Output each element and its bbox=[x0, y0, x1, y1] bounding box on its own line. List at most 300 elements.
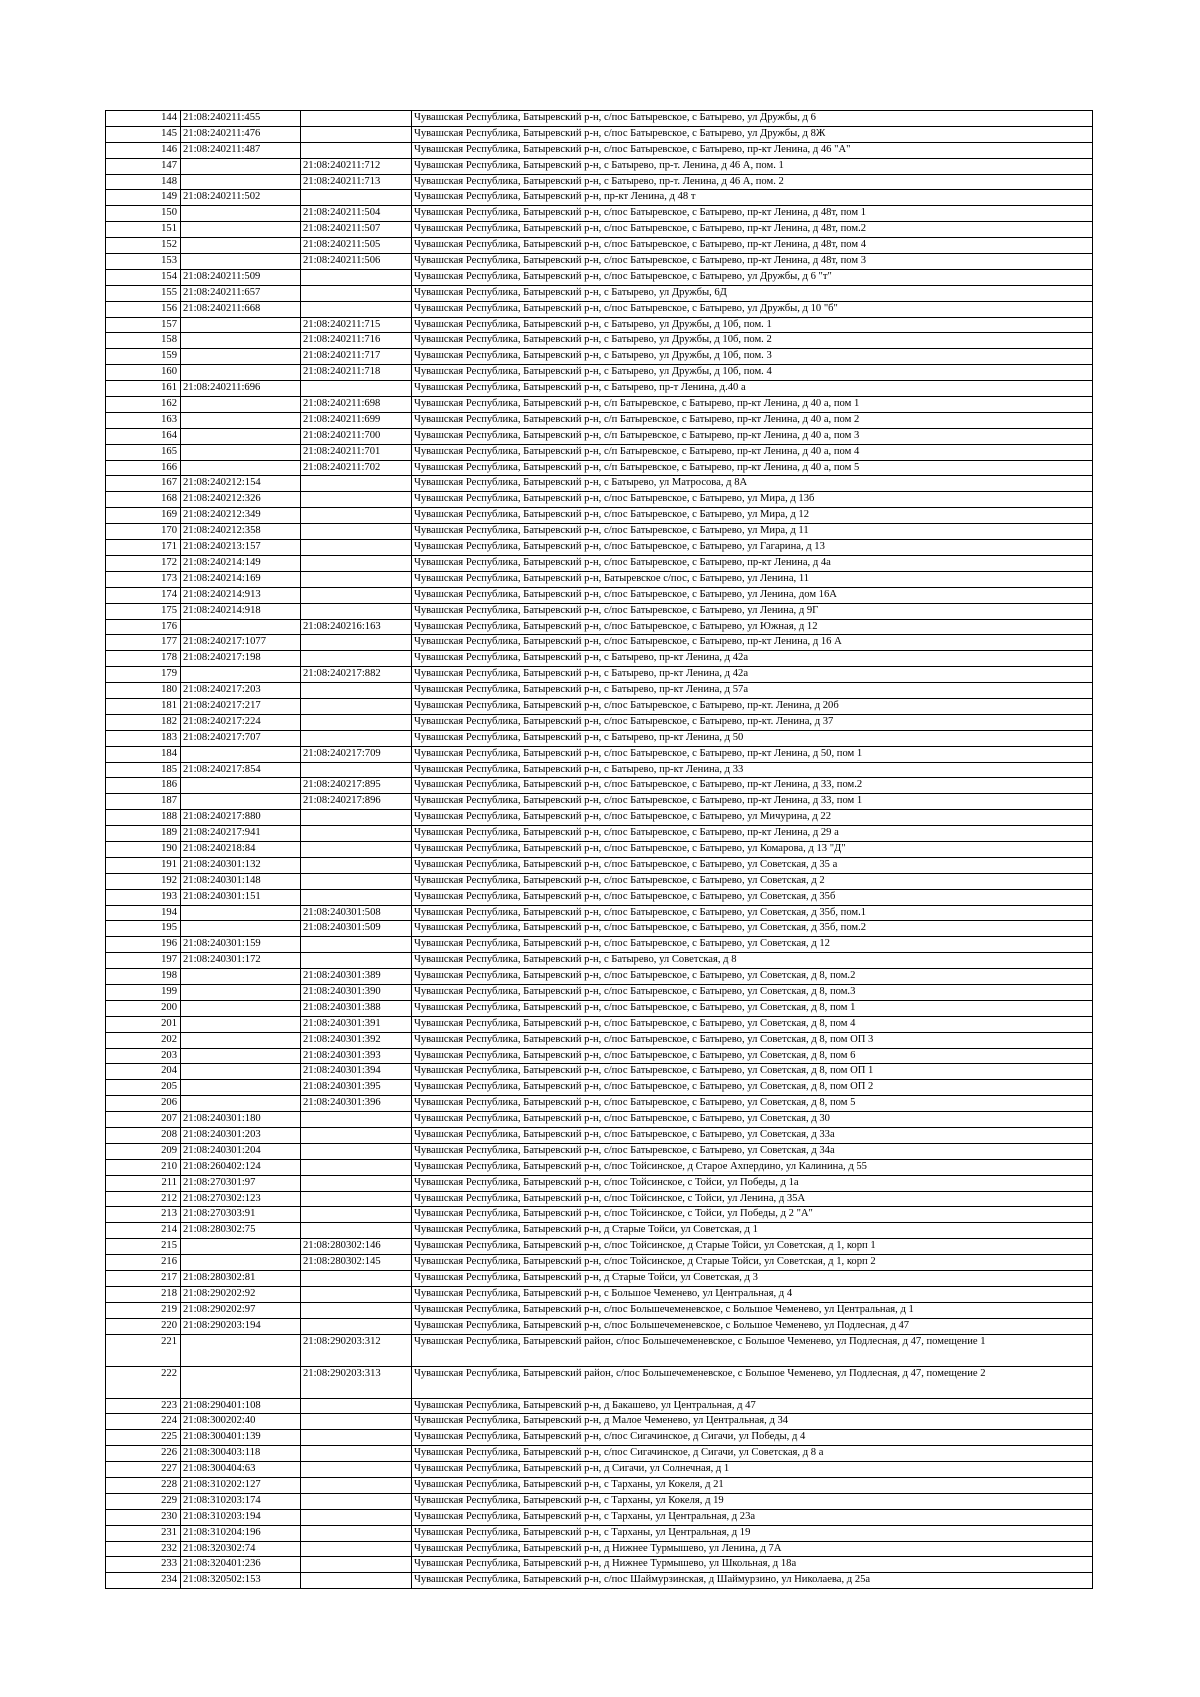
table-row bbox=[106, 1557, 1093, 1573]
cadastral-number-cell: 21:08:240211:487 bbox=[181, 142, 301, 158]
row-number: 189 bbox=[106, 826, 181, 842]
address-cell: Чувашская Республика, Батыревский р-н, д Нижнее Турмышево, ул Ленина, д 7А bbox=[412, 1541, 1093, 1557]
row-number: 183 bbox=[106, 730, 181, 746]
cadastral-number-cell: 21:08:310203:174 bbox=[181, 1493, 301, 1509]
cadastral-number-cell bbox=[181, 412, 301, 428]
premises-cadastral-number-cell bbox=[301, 698, 412, 714]
premises-cadastral-number-cell bbox=[301, 381, 412, 397]
address-cell: Чувашская Республика, Батыревский р-н, с/пос Большечеменевское, с Большое Чеменево, ул Подлесная, д 47 bbox=[412, 1318, 1093, 1334]
cadastral-number-cell: 21:08:240217:198 bbox=[181, 651, 301, 667]
table-row bbox=[106, 190, 1093, 206]
row-number: 159 bbox=[106, 349, 181, 365]
premises-cadastral-number-cell bbox=[301, 1302, 412, 1318]
premises-cadastral-number-cell bbox=[301, 1493, 412, 1509]
cadastral-number-cell: 21:08:240212:154 bbox=[181, 476, 301, 492]
cadastral-number-cell: 21:08:270302:123 bbox=[181, 1191, 301, 1207]
premises-cadastral-number-cell: 21:08:240211:716 bbox=[301, 333, 412, 349]
premises-cadastral-number-cell bbox=[301, 1271, 412, 1287]
table-row bbox=[106, 269, 1093, 285]
cadastral-number-cell bbox=[181, 1255, 301, 1271]
row-number: 191 bbox=[106, 857, 181, 873]
cadastral-number-cell bbox=[181, 444, 301, 460]
address-cell: Чувашская Республика, Батыревский р-н, пр-кт Ленина, д 48 т bbox=[412, 190, 1093, 206]
table-row bbox=[106, 1239, 1093, 1255]
address-cell: Чувашская Республика, Батыревский р-н, с/пос Батыревское, с Батырево, пр-кт Ленина, д 46 "А" bbox=[412, 142, 1093, 158]
row-number: 197 bbox=[106, 953, 181, 969]
address-cell: Чувашская Республика, Батыревский р-н, с/пос Батыревское, с Батырево, ул Советская, д 33а bbox=[412, 1128, 1093, 1144]
premises-cadastral-number-cell: 21:08:240301:389 bbox=[301, 969, 412, 985]
premises-cadastral-number-cell: 21:08:240217:882 bbox=[301, 667, 412, 683]
cadastral-number-cell: 21:08:240214:918 bbox=[181, 603, 301, 619]
address-cell: Чувашская Республика, Батыревский р-н, с Батырево, пр-т. Ленина, д 46 А, пом. 1 bbox=[412, 158, 1093, 174]
row-number: 157 bbox=[106, 317, 181, 333]
address-cell: Чувашская Республика, Батыревский р-н, с/пос Батыревское, с Батырево, ул Южная, д 12 bbox=[412, 619, 1093, 635]
cadastral-number-cell: 21:08:240214:169 bbox=[181, 571, 301, 587]
cadastral-number-cell: 21:08:240301:203 bbox=[181, 1128, 301, 1144]
row-number: 221 bbox=[106, 1334, 181, 1366]
premises-cadastral-number-cell bbox=[301, 889, 412, 905]
row-number: 184 bbox=[106, 746, 181, 762]
cadastral-number-cell bbox=[181, 1032, 301, 1048]
row-number: 170 bbox=[106, 524, 181, 540]
cadastral-number-cell bbox=[181, 333, 301, 349]
cadastral-number-cell: 21:08:240301:159 bbox=[181, 937, 301, 953]
row-number: 200 bbox=[106, 1000, 181, 1016]
table-row bbox=[106, 1398, 1093, 1414]
address-cell: Чувашская Республика, Батыревский р-н, с Батырево, пр-т Ленина, д.40 а bbox=[412, 381, 1093, 397]
row-number: 220 bbox=[106, 1318, 181, 1334]
address-cell: Чувашская Республика, Батыревский р-н, с/пос Батыревское, с Батырево, ул Советская, д 8, пом.2 bbox=[412, 969, 1093, 985]
table-row bbox=[106, 810, 1093, 826]
cadastral-number-cell: 21:08:320401:236 bbox=[181, 1557, 301, 1573]
row-number: 145 bbox=[106, 126, 181, 142]
premises-cadastral-number-cell bbox=[301, 1175, 412, 1191]
premises-cadastral-number-cell bbox=[301, 730, 412, 746]
cadastral-number-cell bbox=[181, 1016, 301, 1032]
premises-cadastral-number-cell bbox=[301, 651, 412, 667]
cadastral-number-cell: 21:08:300401:139 bbox=[181, 1430, 301, 1446]
row-number: 233 bbox=[106, 1557, 181, 1573]
cadastral-number-cell bbox=[181, 428, 301, 444]
table-row bbox=[106, 1286, 1093, 1302]
table-body bbox=[106, 111, 1093, 1589]
row-number: 148 bbox=[106, 174, 181, 190]
cadastral-number-cell: 21:08:240212:326 bbox=[181, 492, 301, 508]
premises-cadastral-number-cell bbox=[301, 1430, 412, 1446]
cadastral-number-cell: 21:08:240213:157 bbox=[181, 540, 301, 556]
premises-cadastral-number-cell: 21:08:240211:713 bbox=[301, 174, 412, 190]
address-cell: Чувашская Республика, Батыревский р-н, с/пос Сигачинское, д Сигачи, ул Советская, д 8 а bbox=[412, 1446, 1093, 1462]
address-cell: Чувашская Республика, Батыревский р-н, с Батырево, ул Советская, д 8 bbox=[412, 953, 1093, 969]
table-row bbox=[106, 412, 1093, 428]
table-row bbox=[106, 1525, 1093, 1541]
premises-cadastral-number-cell bbox=[301, 683, 412, 699]
cadastral-number-cell: 21:08:240212:358 bbox=[181, 524, 301, 540]
premises-cadastral-number-cell: 21:08:240217:896 bbox=[301, 794, 412, 810]
table-row bbox=[106, 524, 1093, 540]
table-row bbox=[106, 317, 1093, 333]
address-cell: Чувашская Республика, Батыревский р-н, с/пос Батыревское, с Батырево, ул Советская, д 34а bbox=[412, 1143, 1093, 1159]
row-number: 187 bbox=[106, 794, 181, 810]
premises-cadastral-number-cell bbox=[301, 603, 412, 619]
cadastral-number-cell: 21:08:240211:476 bbox=[181, 126, 301, 142]
cadastral-number-cell: 21:08:270301:97 bbox=[181, 1175, 301, 1191]
row-number: 150 bbox=[106, 206, 181, 222]
cadastral-number-cell bbox=[181, 1334, 301, 1366]
table-row bbox=[106, 1128, 1093, 1144]
cadastral-number-cell: 21:08:240211:455 bbox=[181, 111, 301, 127]
cadastral-number-cell: 21:08:240301:132 bbox=[181, 857, 301, 873]
premises-cadastral-number-cell bbox=[301, 540, 412, 556]
premises-cadastral-number-cell bbox=[301, 1286, 412, 1302]
row-number: 203 bbox=[106, 1048, 181, 1064]
row-number: 151 bbox=[106, 222, 181, 238]
row-number: 181 bbox=[106, 698, 181, 714]
row-number: 154 bbox=[106, 269, 181, 285]
address-cell: Чувашская Республика, Батыревский р-н, с/пос Тойсинское, д Старое Ахпердино, ул Калинина, д 55 bbox=[412, 1159, 1093, 1175]
premises-cadastral-number-cell bbox=[301, 301, 412, 317]
table-row bbox=[106, 571, 1093, 587]
table-row bbox=[106, 1509, 1093, 1525]
row-number: 166 bbox=[106, 460, 181, 476]
cadastral-number-cell: 21:08:270303:91 bbox=[181, 1207, 301, 1223]
premises-cadastral-number-cell bbox=[301, 1541, 412, 1557]
table-row bbox=[106, 444, 1093, 460]
cadastral-number-cell: 21:08:290203:194 bbox=[181, 1318, 301, 1334]
row-number: 209 bbox=[106, 1143, 181, 1159]
row-number: 190 bbox=[106, 841, 181, 857]
premises-cadastral-number-cell bbox=[301, 508, 412, 524]
address-cell: Чувашская Республика, Батыревский р-н, с/пос Батыревское, с Батырево, пр-кт Ленина, д 48т, пом 3 bbox=[412, 254, 1093, 270]
address-cell: Чувашская Республика, Батыревский р-н, с/пос Батыревское, с Батырево, ул Советская, д 8, пом 6 bbox=[412, 1048, 1093, 1064]
property-table bbox=[105, 110, 1093, 1589]
row-number: 222 bbox=[106, 1366, 181, 1398]
premises-cadastral-number-cell bbox=[301, 1207, 412, 1223]
cadastral-number-cell: 21:08:290202:92 bbox=[181, 1286, 301, 1302]
premises-cadastral-number-cell: 21:08:240301:394 bbox=[301, 1064, 412, 1080]
premises-cadastral-number-cell: 21:08:240211:504 bbox=[301, 206, 412, 222]
cadastral-number-cell: 21:08:300403:118 bbox=[181, 1446, 301, 1462]
premises-cadastral-number-cell bbox=[301, 1112, 412, 1128]
table-row bbox=[106, 937, 1093, 953]
cadastral-number-cell: 21:08:320502:153 bbox=[181, 1573, 301, 1589]
row-number: 175 bbox=[106, 603, 181, 619]
table-row bbox=[106, 1478, 1093, 1494]
table-row bbox=[106, 889, 1093, 905]
premises-cadastral-number-cell bbox=[301, 635, 412, 651]
address-cell: Чувашская Республика, Батыревский р-н, с/пос Батыревское, с Батырево, ул Советская, д 35б, пом.2 bbox=[412, 921, 1093, 937]
row-number: 165 bbox=[106, 444, 181, 460]
cadastral-number-cell bbox=[181, 349, 301, 365]
address-cell: Чувашская Республика, Батыревский р-н, с/пос Батыревское, с Батырево, ул Советская, д 35б bbox=[412, 889, 1093, 905]
address-cell: Чувашская Республика, Батыревский р-н, д Бакашево, ул Центральная, д 47 bbox=[412, 1398, 1093, 1414]
premises-cadastral-number-cell: 21:08:240211:507 bbox=[301, 222, 412, 238]
table-row bbox=[106, 555, 1093, 571]
address-cell: Чувашская Республика, Батыревский р-н, с Большое Чеменево, ул Центральная, д 4 bbox=[412, 1286, 1093, 1302]
table-row bbox=[106, 1207, 1093, 1223]
address-cell: Чувашская Республика, Батыревский р-н, с Батырево, пр-кт Ленина, д 57а bbox=[412, 683, 1093, 699]
premises-cadastral-number-cell bbox=[301, 492, 412, 508]
row-number: 226 bbox=[106, 1446, 181, 1462]
table-row bbox=[106, 126, 1093, 142]
address-cell: Чувашская Республика, Батыревский р-н, с/пос Большечеменевское, с Большое Чеменево, ул Центральная, д 1 bbox=[412, 1302, 1093, 1318]
premises-cadastral-number-cell bbox=[301, 1159, 412, 1175]
cadastral-number-cell: 21:08:240211:509 bbox=[181, 269, 301, 285]
row-number: 195 bbox=[106, 921, 181, 937]
table-row bbox=[106, 381, 1093, 397]
cadastral-number-cell: 21:08:240217:1077 bbox=[181, 635, 301, 651]
table-row bbox=[106, 492, 1093, 508]
premises-cadastral-number-cell bbox=[301, 126, 412, 142]
row-number: 194 bbox=[106, 905, 181, 921]
cadastral-number-cell bbox=[181, 794, 301, 810]
cadastral-number-cell bbox=[181, 365, 301, 381]
row-number: 218 bbox=[106, 1286, 181, 1302]
row-number: 167 bbox=[106, 476, 181, 492]
address-cell: Чувашская Республика, Батыревский р-н, д Старые Тойси, ул Советская, д 1 bbox=[412, 1223, 1093, 1239]
table-row bbox=[106, 1191, 1093, 1207]
premises-cadastral-number-cell bbox=[301, 269, 412, 285]
table-row bbox=[106, 619, 1093, 635]
cadastral-number-cell: 21:08:240217:217 bbox=[181, 698, 301, 714]
address-cell: Чувашская Республика, Батыревский р-н, с/пос Батыревское, с Батырево, ул Дружбы, д 6 bbox=[412, 111, 1093, 127]
cadastral-number-cell bbox=[181, 1096, 301, 1112]
address-cell: Чувашская Республика, Батыревский р-н, с/пос Батыревское, с Батырево, ул Советская, д 35б, пом.1 bbox=[412, 905, 1093, 921]
cadastral-number-cell: 21:08:300202:40 bbox=[181, 1414, 301, 1430]
table-row bbox=[106, 969, 1093, 985]
row-number: 213 bbox=[106, 1207, 181, 1223]
cadastral-number-cell: 21:08:280302:75 bbox=[181, 1223, 301, 1239]
address-cell: Чувашская Республика, Батыревский р-н, д Сигачи, ул Солнечная, д 1 bbox=[412, 1462, 1093, 1478]
table-row bbox=[106, 428, 1093, 444]
table-row bbox=[106, 873, 1093, 889]
row-number: 225 bbox=[106, 1430, 181, 1446]
table-row bbox=[106, 206, 1093, 222]
row-number: 156 bbox=[106, 301, 181, 317]
premises-cadastral-number-cell: 21:08:240211:718 bbox=[301, 365, 412, 381]
address-cell: Чувашская Республика, Батыревский р-н, с Батырево, пр-т. Ленина, д 46 А, пом. 2 bbox=[412, 174, 1093, 190]
premises-cadastral-number-cell: 21:08:240211:506 bbox=[301, 254, 412, 270]
table-row bbox=[106, 857, 1093, 873]
table-row bbox=[106, 651, 1093, 667]
cadastral-number-cell bbox=[181, 222, 301, 238]
row-number: 206 bbox=[106, 1096, 181, 1112]
address-cell: Чувашская Республика, Батыревский р-н, с/пос Батыревское, с Батырево, ул Ленина, дом 16А bbox=[412, 587, 1093, 603]
row-number: 224 bbox=[106, 1414, 181, 1430]
premises-cadastral-number-cell bbox=[301, 1509, 412, 1525]
row-number: 192 bbox=[106, 873, 181, 889]
cadastral-number-cell bbox=[181, 397, 301, 413]
premises-cadastral-number-cell: 21:08:290203:312 bbox=[301, 1334, 412, 1366]
table-row bbox=[106, 142, 1093, 158]
address-cell: Чувашская Республика, Батыревский р-н, с/пос Батыревское, с Батырево, ул Комарова, д 13 "Д" bbox=[412, 841, 1093, 857]
table-row bbox=[106, 349, 1093, 365]
cadastral-number-cell bbox=[181, 158, 301, 174]
cadastral-number-cell: 21:08:290202:97 bbox=[181, 1302, 301, 1318]
table-row bbox=[106, 301, 1093, 317]
row-number: 231 bbox=[106, 1525, 181, 1541]
table-row bbox=[106, 778, 1093, 794]
premises-cadastral-number-cell: 21:08:240211:715 bbox=[301, 317, 412, 333]
row-number: 161 bbox=[106, 381, 181, 397]
address-cell: Чувашская Республика, Батыревский р-н, с Батырево, ул Матросова, д 8А bbox=[412, 476, 1093, 492]
premises-cadastral-number-cell bbox=[301, 1462, 412, 1478]
table-row bbox=[106, 1143, 1093, 1159]
row-number: 174 bbox=[106, 587, 181, 603]
row-number: 172 bbox=[106, 555, 181, 571]
premises-cadastral-number-cell bbox=[301, 762, 412, 778]
address-cell: Чувашская Республика, Батыревский район, с/пос Большечеменевское, с Большое Чеменево, ул Подлесная, д 47, помещение 1 bbox=[412, 1334, 1093, 1366]
cadastral-number-cell: 21:08:240218:84 bbox=[181, 841, 301, 857]
table-row bbox=[106, 794, 1093, 810]
cadastral-number-cell: 21:08:240217:203 bbox=[181, 683, 301, 699]
premises-cadastral-number-cell bbox=[301, 1446, 412, 1462]
address-cell: Чувашская Республика, Батыревский р-н, Батыревское с/пос, с Батырево, ул Ленина, 11 bbox=[412, 571, 1093, 587]
address-cell: Чувашская Республика, Батыревский р-н, с/пос Батыревское, с Батырево, пр-кт Ленина, д 33, пом 1 bbox=[412, 794, 1093, 810]
address-cell: Чувашская Республика, Батыревский р-н, с/пос Батыревское, с Батырево, ул Советская, д 8, пом 1 bbox=[412, 1000, 1093, 1016]
cadastral-number-cell bbox=[181, 254, 301, 270]
table-row bbox=[106, 1573, 1093, 1589]
address-cell: Чувашская Республика, Батыревский р-н, с Батырево, ул Дружбы, д 10б, пом. 1 bbox=[412, 317, 1093, 333]
address-cell: Чувашская Республика, Батыревский р-н, с/пос Батыревское, с Батырево, пр-кт. Ленина, д 20б bbox=[412, 698, 1093, 714]
premises-cadastral-number-cell: 21:08:240211:717 bbox=[301, 349, 412, 365]
row-number: 169 bbox=[106, 508, 181, 524]
cadastral-number-cell bbox=[181, 778, 301, 794]
address-cell: Чувашская Республика, Батыревский р-н, с Батырево, пр-кт Ленина, д 42а bbox=[412, 667, 1093, 683]
premises-cadastral-number-cell: 21:08:280302:146 bbox=[301, 1239, 412, 1255]
premises-cadastral-number-cell: 21:08:240211:701 bbox=[301, 444, 412, 460]
cadastral-number-cell bbox=[181, 460, 301, 476]
cadastral-number-cell bbox=[181, 206, 301, 222]
row-number: 232 bbox=[106, 1541, 181, 1557]
cadastral-number-cell: 21:08:310202:127 bbox=[181, 1478, 301, 1494]
row-number: 144 bbox=[106, 111, 181, 127]
cadastral-number-cell: 21:08:240301:172 bbox=[181, 953, 301, 969]
address-cell: Чувашская Республика, Батыревский р-н, с/п Батыревское, с Батырево, пр-кт Ленина, д 40 а, пом 5 bbox=[412, 460, 1093, 476]
row-number: 176 bbox=[106, 619, 181, 635]
row-number: 158 bbox=[106, 333, 181, 349]
premises-cadastral-number-cell bbox=[301, 1478, 412, 1494]
row-number: 219 bbox=[106, 1302, 181, 1318]
premises-cadastral-number-cell: 21:08:240301:392 bbox=[301, 1032, 412, 1048]
premises-cadastral-number-cell bbox=[301, 285, 412, 301]
table-row bbox=[106, 1096, 1093, 1112]
premises-cadastral-number-cell bbox=[301, 1143, 412, 1159]
address-cell: Чувашская Республика, Батыревский р-н, с/пос Батыревское, с Батырево, пр-кт Ленина, д 48т, пом.2 bbox=[412, 222, 1093, 238]
row-number: 205 bbox=[106, 1080, 181, 1096]
table-row bbox=[106, 460, 1093, 476]
table-row bbox=[106, 540, 1093, 556]
table-row bbox=[106, 698, 1093, 714]
address-cell: Чувашская Республика, Батыревский р-н, с/п Батыревское, с Батырево, пр-кт Ленина, д 40 а, пом 2 bbox=[412, 412, 1093, 428]
cadastral-number-cell: 21:08:310204:196 bbox=[181, 1525, 301, 1541]
address-cell: Чувашская Республика, Батыревский р-н, с/пос Батыревское, с Батырево, пр-кт Ленина, д 4а bbox=[412, 555, 1093, 571]
row-number: 196 bbox=[106, 937, 181, 953]
cadastral-number-cell: 21:08:240214:913 bbox=[181, 587, 301, 603]
address-cell: Чувашская Республика, Батыревский р-н, с Тарханы, ул Центральная, д 19 bbox=[412, 1525, 1093, 1541]
cadastral-number-cell bbox=[181, 667, 301, 683]
table-row bbox=[106, 921, 1093, 937]
table-row bbox=[106, 1000, 1093, 1016]
premises-cadastral-number-cell: 21:08:240301:388 bbox=[301, 1000, 412, 1016]
table-row bbox=[106, 333, 1093, 349]
cadastral-number-cell: 21:08:240212:349 bbox=[181, 508, 301, 524]
row-number: 198 bbox=[106, 969, 181, 985]
row-number: 229 bbox=[106, 1493, 181, 1509]
address-cell: Чувашская Республика, Батыревский р-н, с Батырево, пр-кт Ленина, д 42а bbox=[412, 651, 1093, 667]
row-number: 177 bbox=[106, 635, 181, 651]
premises-cadastral-number-cell bbox=[301, 1414, 412, 1430]
premises-cadastral-number-cell: 21:08:240217:709 bbox=[301, 746, 412, 762]
address-cell: Чувашская Республика, Батыревский р-н, с Тарханы, ул Центральная, д 23а bbox=[412, 1509, 1093, 1525]
address-cell: Чувашская Республика, Батыревский р-н, с/пос Тойсинское, д Старые Тойси, ул Советская, д 1, корп 1 bbox=[412, 1239, 1093, 1255]
table-row bbox=[106, 587, 1093, 603]
address-cell: Чувашская Республика, Батыревский р-н, с/пос Сигачинское, д Сигачи, ул Победы, д 4 bbox=[412, 1430, 1093, 1446]
table-row bbox=[106, 667, 1093, 683]
cadastral-number-cell bbox=[181, 746, 301, 762]
table-row bbox=[106, 1462, 1093, 1478]
premises-cadastral-number-cell bbox=[301, 555, 412, 571]
address-cell: Чувашская Республика, Батыревский р-н, с/пос Тойсинское, д Старые Тойси, ул Советская, д 1, корп 2 bbox=[412, 1255, 1093, 1271]
row-number: 163 bbox=[106, 412, 181, 428]
table-row bbox=[106, 1048, 1093, 1064]
address-cell: Чувашская Республика, Батыревский р-н, с/пос Батыревское, с Батырево, ул Советская, д 35 а bbox=[412, 857, 1093, 873]
premises-cadastral-number-cell bbox=[301, 810, 412, 826]
address-cell: Чувашская Республика, Батыревский р-н, с/пос Батыревское, с Батырево, ул Советская, д 12 bbox=[412, 937, 1093, 953]
address-cell: Чувашская Республика, Батыревский р-н, с/пос Шаймурзинская, д Шаймурзино, ул Николаева, д 25а bbox=[412, 1573, 1093, 1589]
premises-cadastral-number-cell bbox=[301, 1191, 412, 1207]
row-number: 179 bbox=[106, 667, 181, 683]
table-row bbox=[106, 1175, 1093, 1191]
address-cell: Чувашская Республика, Батыревский р-н, с/пос Батыревское, с Батырево, пр-кт. Ленина, д 37 bbox=[412, 714, 1093, 730]
premises-cadastral-number-cell: 21:08:240301:509 bbox=[301, 921, 412, 937]
premises-cadastral-number-cell bbox=[301, 524, 412, 540]
premises-cadastral-number-cell bbox=[301, 111, 412, 127]
premises-cadastral-number-cell: 21:08:240301:390 bbox=[301, 984, 412, 1000]
row-number: 212 bbox=[106, 1191, 181, 1207]
address-cell: Чувашская Республика, Батыревский р-н, с/п Батыревское, с Батырево, пр-кт Ленина, д 40 а, пом 4 bbox=[412, 444, 1093, 460]
premises-cadastral-number-cell bbox=[301, 1525, 412, 1541]
row-number: 155 bbox=[106, 285, 181, 301]
row-number: 208 bbox=[106, 1128, 181, 1144]
cadastral-number-cell: 21:08:240217:707 bbox=[181, 730, 301, 746]
table-row bbox=[106, 254, 1093, 270]
address-cell: Чувашская Республика, Батыревский р-н, с/пос Батыревское, с Батырево, ул Советская, д 8, пом 5 bbox=[412, 1096, 1093, 1112]
row-number: 152 bbox=[106, 238, 181, 254]
address-cell: Чувашская Республика, Батыревский р-н, с/пос Тойсинское, с Тойси, ул Победы, д 2 "А" bbox=[412, 1207, 1093, 1223]
table-row bbox=[106, 111, 1093, 127]
address-cell: Чувашская Республика, Батыревский р-н, с/пос Батыревское, с Батырево, ул Мира, д 13б bbox=[412, 492, 1093, 508]
address-cell: Чувашская Республика, Батыревский р-н, с/пос Батыревское, с Батырево, ул Советская, д 8, пом ОП 2 bbox=[412, 1080, 1093, 1096]
address-cell: Чувашская Республика, Батыревский р-н, с/пос Тойсинское, с Тойси, ул Ленина, д 35А bbox=[412, 1191, 1093, 1207]
address-cell: Чувашская Республика, Батыревский р-н, с/пос Батыревское, с Батырево, пр-кт Ленина, д 16 А bbox=[412, 635, 1093, 651]
cadastral-number-cell bbox=[181, 1064, 301, 1080]
address-cell: Чувашская Республика, Батыревский р-н, с/пос Батыревское, с Батырево, ул Советская, д 8, пом 4 bbox=[412, 1016, 1093, 1032]
address-cell: Чувашская Республика, Батыревский р-н, с/пос Батыревское, с Батырево, ул Дружбы, д 6 "т" bbox=[412, 269, 1093, 285]
address-cell: Чувашская Республика, Батыревский р-н, с/п Батыревское, с Батырево, пр-кт Ленина, д 40 а, пом 3 bbox=[412, 428, 1093, 444]
table-row bbox=[106, 174, 1093, 190]
table-row bbox=[106, 1080, 1093, 1096]
table-row bbox=[106, 1446, 1093, 1462]
address-cell: Чувашская Республика, Батыревский р-н, д Малое Чеменево, ул Центральная, д 34 bbox=[412, 1414, 1093, 1430]
address-cell: Чувашская Республика, Батыревский р-н, с Тарханы, ул Кокеля, д 21 bbox=[412, 1478, 1093, 1494]
row-number: 207 bbox=[106, 1112, 181, 1128]
table-row bbox=[106, 826, 1093, 842]
row-number: 185 bbox=[106, 762, 181, 778]
cadastral-number-cell bbox=[181, 1239, 301, 1255]
premises-cadastral-number-cell: 21:08:240211:699 bbox=[301, 412, 412, 428]
row-number: 216 bbox=[106, 1255, 181, 1271]
